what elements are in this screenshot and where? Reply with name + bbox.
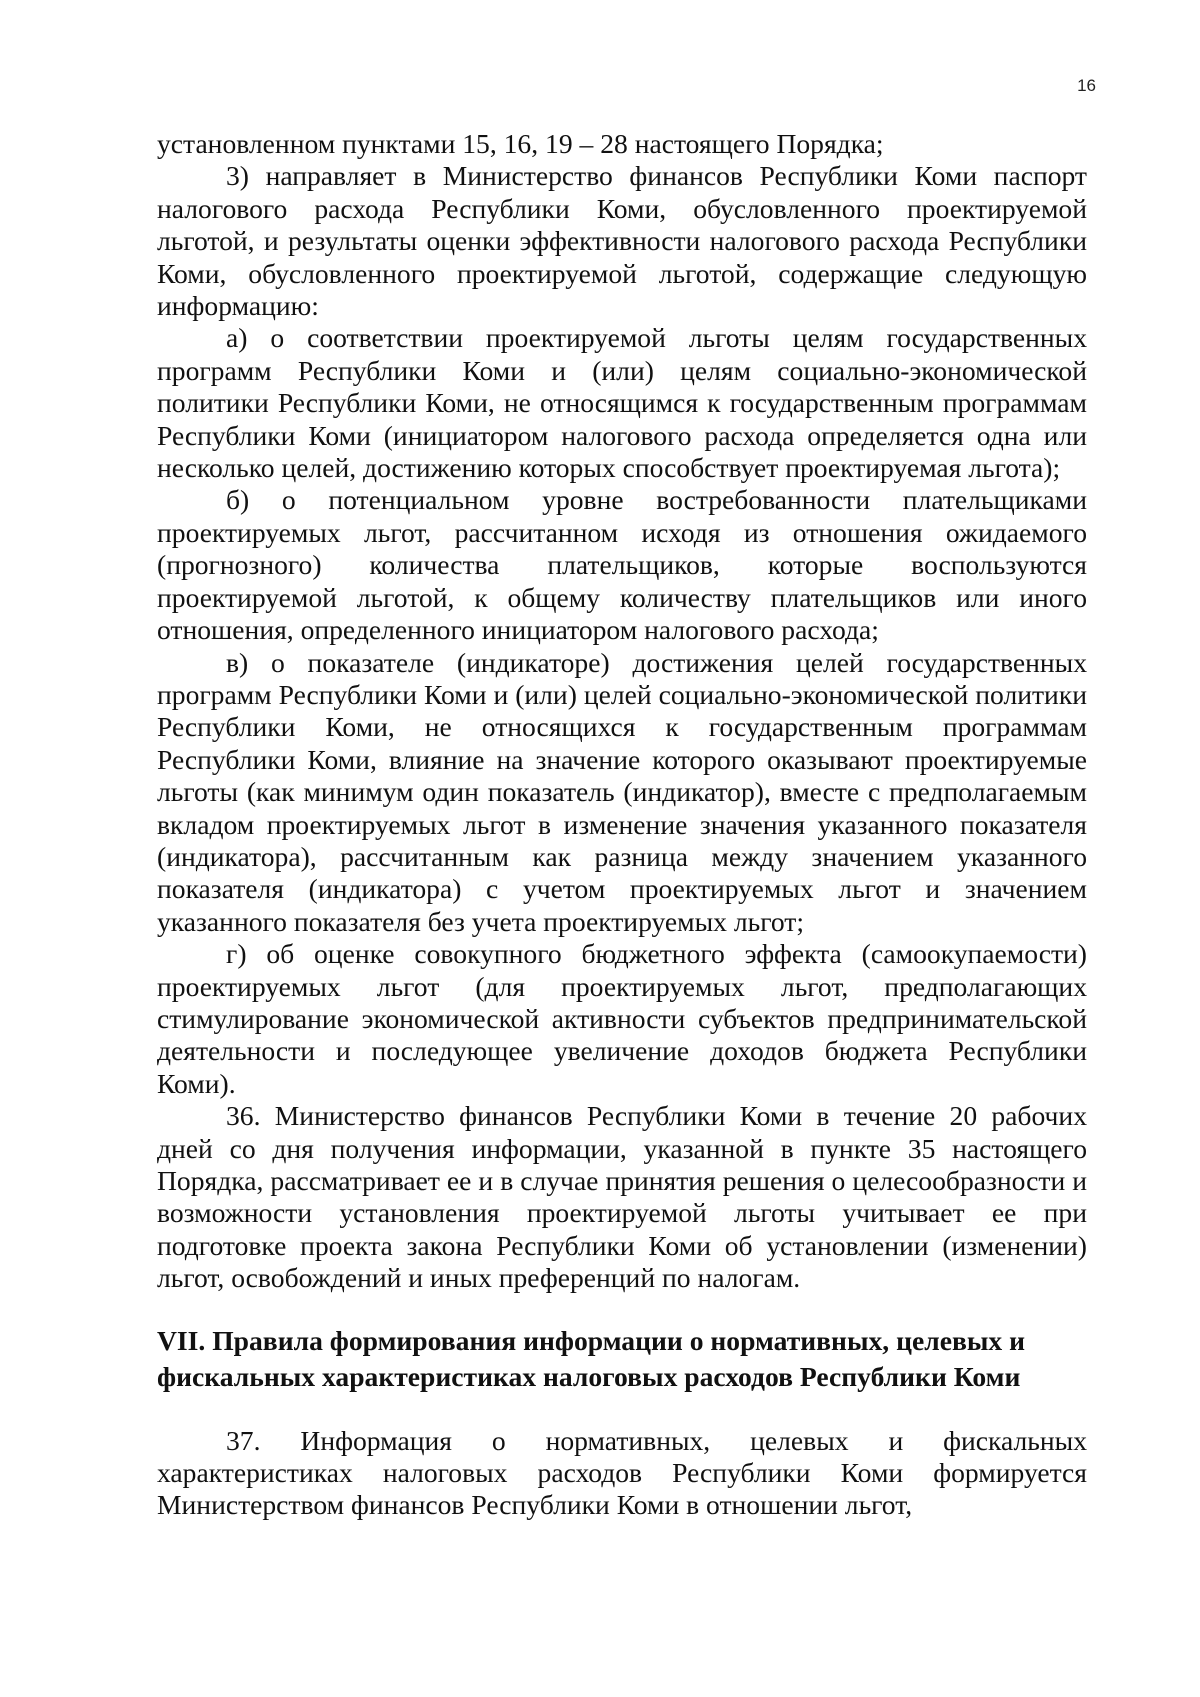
paragraph-37: 37. Информация о нормативных, целевых и фискальных характеристиках налоговых расходов Республики Коми формируется Министерством финансов Республики Коми в отношении льгот, (157, 1424, 1087, 1521)
section-heading-line-2: фискальных характеристиках налоговых расходов Республики Коми (157, 1360, 1021, 1392)
paragraph-subitem-b: б) о потенциальном уровне востребованности плательщиками проектируемых льгот, рассчитанном исходя из отношения ожидаемого (прогнозного) количества плательщиков, которые воспользуются проектируемой льготой, к общему количеству плательщиков или иного отношения, определенного инициатором налогового расхода; (157, 484, 1087, 646)
document-body (157, 128, 1087, 1522)
page-number: 16 (1077, 76, 1096, 95)
section-heading (157, 1323, 1087, 1395)
paragraph-36: 36. Министерство финансов Республики Коми в течение 20 рабочих дней со дня получения информации, указанной в пункте 35 настоящего Порядка, рассматривает ее и в случае принятия решения о целесообразности и возможности установления проектируемой льготы учитывает ее при подготовке проекта закона Республики Коми об установлении (изменении) льгот, освобождений и иных преференций по налогам. (157, 1100, 1087, 1294)
paragraph-subitem-v: в) о показателе (индикаторе) достижения целей государственных программ Республики Коми и (или) целей социально-экономической политики Республики Коми, не относящихся к государственным программам Республики Коми, влияние на значение которого оказывают проектируемые льготы (как минимум один показатель (индикатор), вместе с предполагаемым вкладом проектируемых льгот в изменение значения указанного показателя (индикатора), рассчитанным как разница между значением указанного показателя (индикатора) с учетом проектируемых льгот и значением указанного показателя без учета проектируемых льгот; (157, 646, 1087, 937)
paragraph-subitem-a: а) о соответствии проектируемой льготы целям государственных программ Республики Коми и (или) целям социально-экономической политики Республики Коми, не относящимся к государственным программам Республики Коми (инициатором налогового расхода определяется одна или несколько целей, достижению которых способствует проектируемая льгота); (157, 322, 1087, 484)
section-heading-line-1: VII. Правила формирования информации о нормативных, целевых и (157, 1324, 1026, 1356)
paragraph-continuation: установленном пунктами 15, 16, 19 – 28 настоящего Порядка; (157, 128, 884, 159)
paragraph-subitem-g: г) об оценке совокупного бюджетного эффекта (самоокупаемости) проектируемых льгот (для проектируемых льгот, предполагающих стимулирование экономической активности субъектов предпринимательской деятельности и последующее увеличение доходов бюджета Республики Коми). (157, 938, 1087, 1099)
paragraph-item-3: 3) направляет в Министерство финансов Республики Коми паспорт налогового расхода Республики Коми, обусловленного проектируемой льготой, и результаты оценки эффективности налогового расхода Республики Коми, обусловленного проектируемой льготой, содержащие следующую информацию: (157, 160, 1087, 322)
